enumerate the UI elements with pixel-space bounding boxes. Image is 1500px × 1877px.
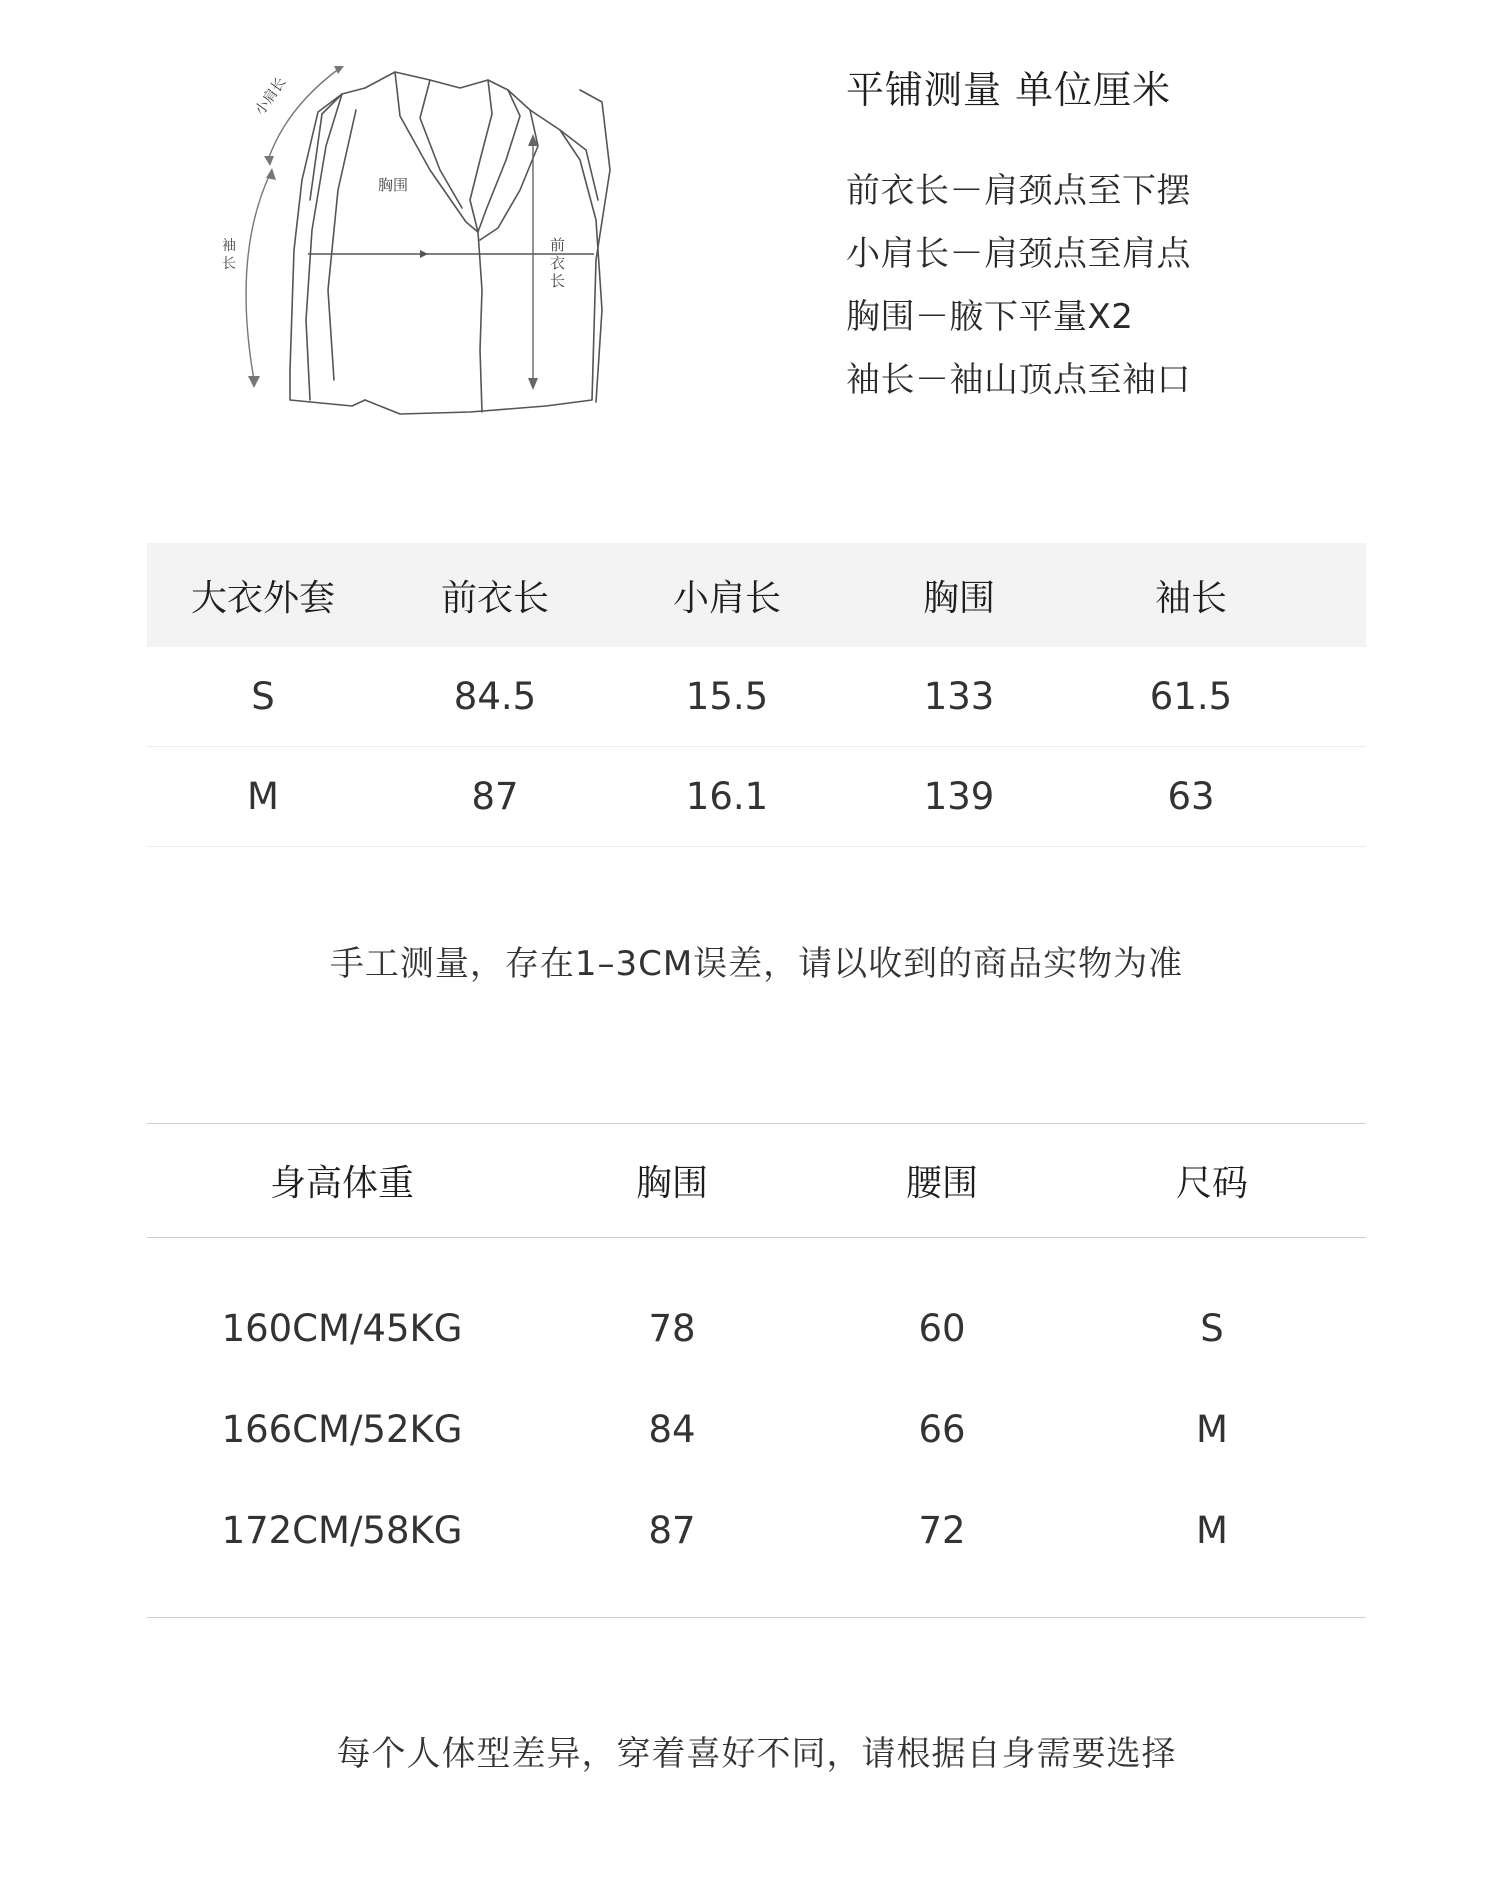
table-cell: 160CM/45KG [221, 1307, 463, 1350]
table-cell: 61.5 [1149, 675, 1233, 718]
legend-item-shoulder: 小肩长－肩颈点至肩点 [846, 234, 1191, 274]
fit-table-header [147, 1124, 1366, 1238]
table-cell: 60 [918, 1307, 966, 1350]
table-row [147, 1278, 1366, 1379]
table-cell: 166CM/52KG [221, 1408, 463, 1451]
measurement-error-note: 手工测量，存在1–3CM误差，请以收到的商品实物为准 [329, 944, 1184, 984]
table-cell: M [1196, 1509, 1228, 1552]
header-cell: 身高体重 [269, 1163, 414, 1204]
size-table [147, 543, 1366, 847]
table-cell: M [247, 775, 279, 818]
header-cell: 胸围 [922, 577, 995, 619]
legend-list [846, 160, 1366, 412]
label-length-1: 前 [550, 236, 566, 254]
table-cell: 139 [923, 775, 995, 818]
header-cell: 小肩长 [672, 577, 781, 619]
table-cell: 84.5 [453, 675, 537, 718]
label-chest: 胸围 [378, 176, 409, 194]
header-cell: 大衣外套 [190, 577, 335, 619]
coat-measurement-diagram [222, 50, 690, 450]
fit-table-body [147, 1238, 1366, 1581]
label-sleeve-2: 长 [222, 256, 236, 272]
table-cell: 72 [918, 1509, 966, 1552]
legend-title: 平铺测量 单位厘米 [846, 68, 1172, 112]
legend-item-chest: 胸围－腋下平量X2 [846, 297, 1134, 337]
table-cell: 16.1 [685, 775, 769, 818]
table-cell: S [1200, 1307, 1224, 1350]
table-cell: 133 [923, 675, 995, 718]
header-cell: 尺码 [1175, 1163, 1248, 1204]
table-cell: 84 [648, 1408, 696, 1451]
label-sleeve-1: 袖 [222, 238, 236, 254]
legend-item-sleeve: 袖长－袖山顶点至袖口 [846, 360, 1191, 400]
header-cell: 胸围 [635, 1163, 708, 1204]
header-cell: 袖长 [1154, 577, 1227, 619]
table-cell: 87 [648, 1509, 696, 1552]
table-row [147, 747, 1366, 847]
size-table-header [147, 543, 1366, 647]
label-length-2: 衣 [550, 254, 566, 272]
label-length-3: 长 [550, 272, 566, 290]
table-cell: 63 [1167, 775, 1215, 818]
table-cell: 78 [648, 1307, 696, 1350]
table-cell: 66 [918, 1408, 966, 1451]
header-cell: 腰围 [905, 1163, 978, 1204]
choice-note: 每个人体型差异，穿着喜好不同，请根据自身需要选择 [336, 1734, 1177, 1774]
table-cell: 15.5 [685, 675, 769, 718]
table-row [147, 647, 1366, 747]
measurement-legend [846, 60, 1366, 412]
label-shoulder: 小肩长 [252, 74, 290, 119]
coat-illustration [222, 50, 690, 450]
fit-table [147, 1123, 1366, 1618]
table-row [147, 1480, 1366, 1581]
table-cell: M [1196, 1408, 1228, 1451]
legend-item-front-length: 前衣长－肩颈点至下摆 [846, 171, 1191, 211]
header-cell: 前衣长 [440, 577, 549, 619]
table-cell: S [251, 675, 275, 718]
table-row [147, 1379, 1366, 1480]
table-cell: 87 [471, 775, 519, 818]
table-cell: 172CM/58KG [221, 1509, 463, 1552]
